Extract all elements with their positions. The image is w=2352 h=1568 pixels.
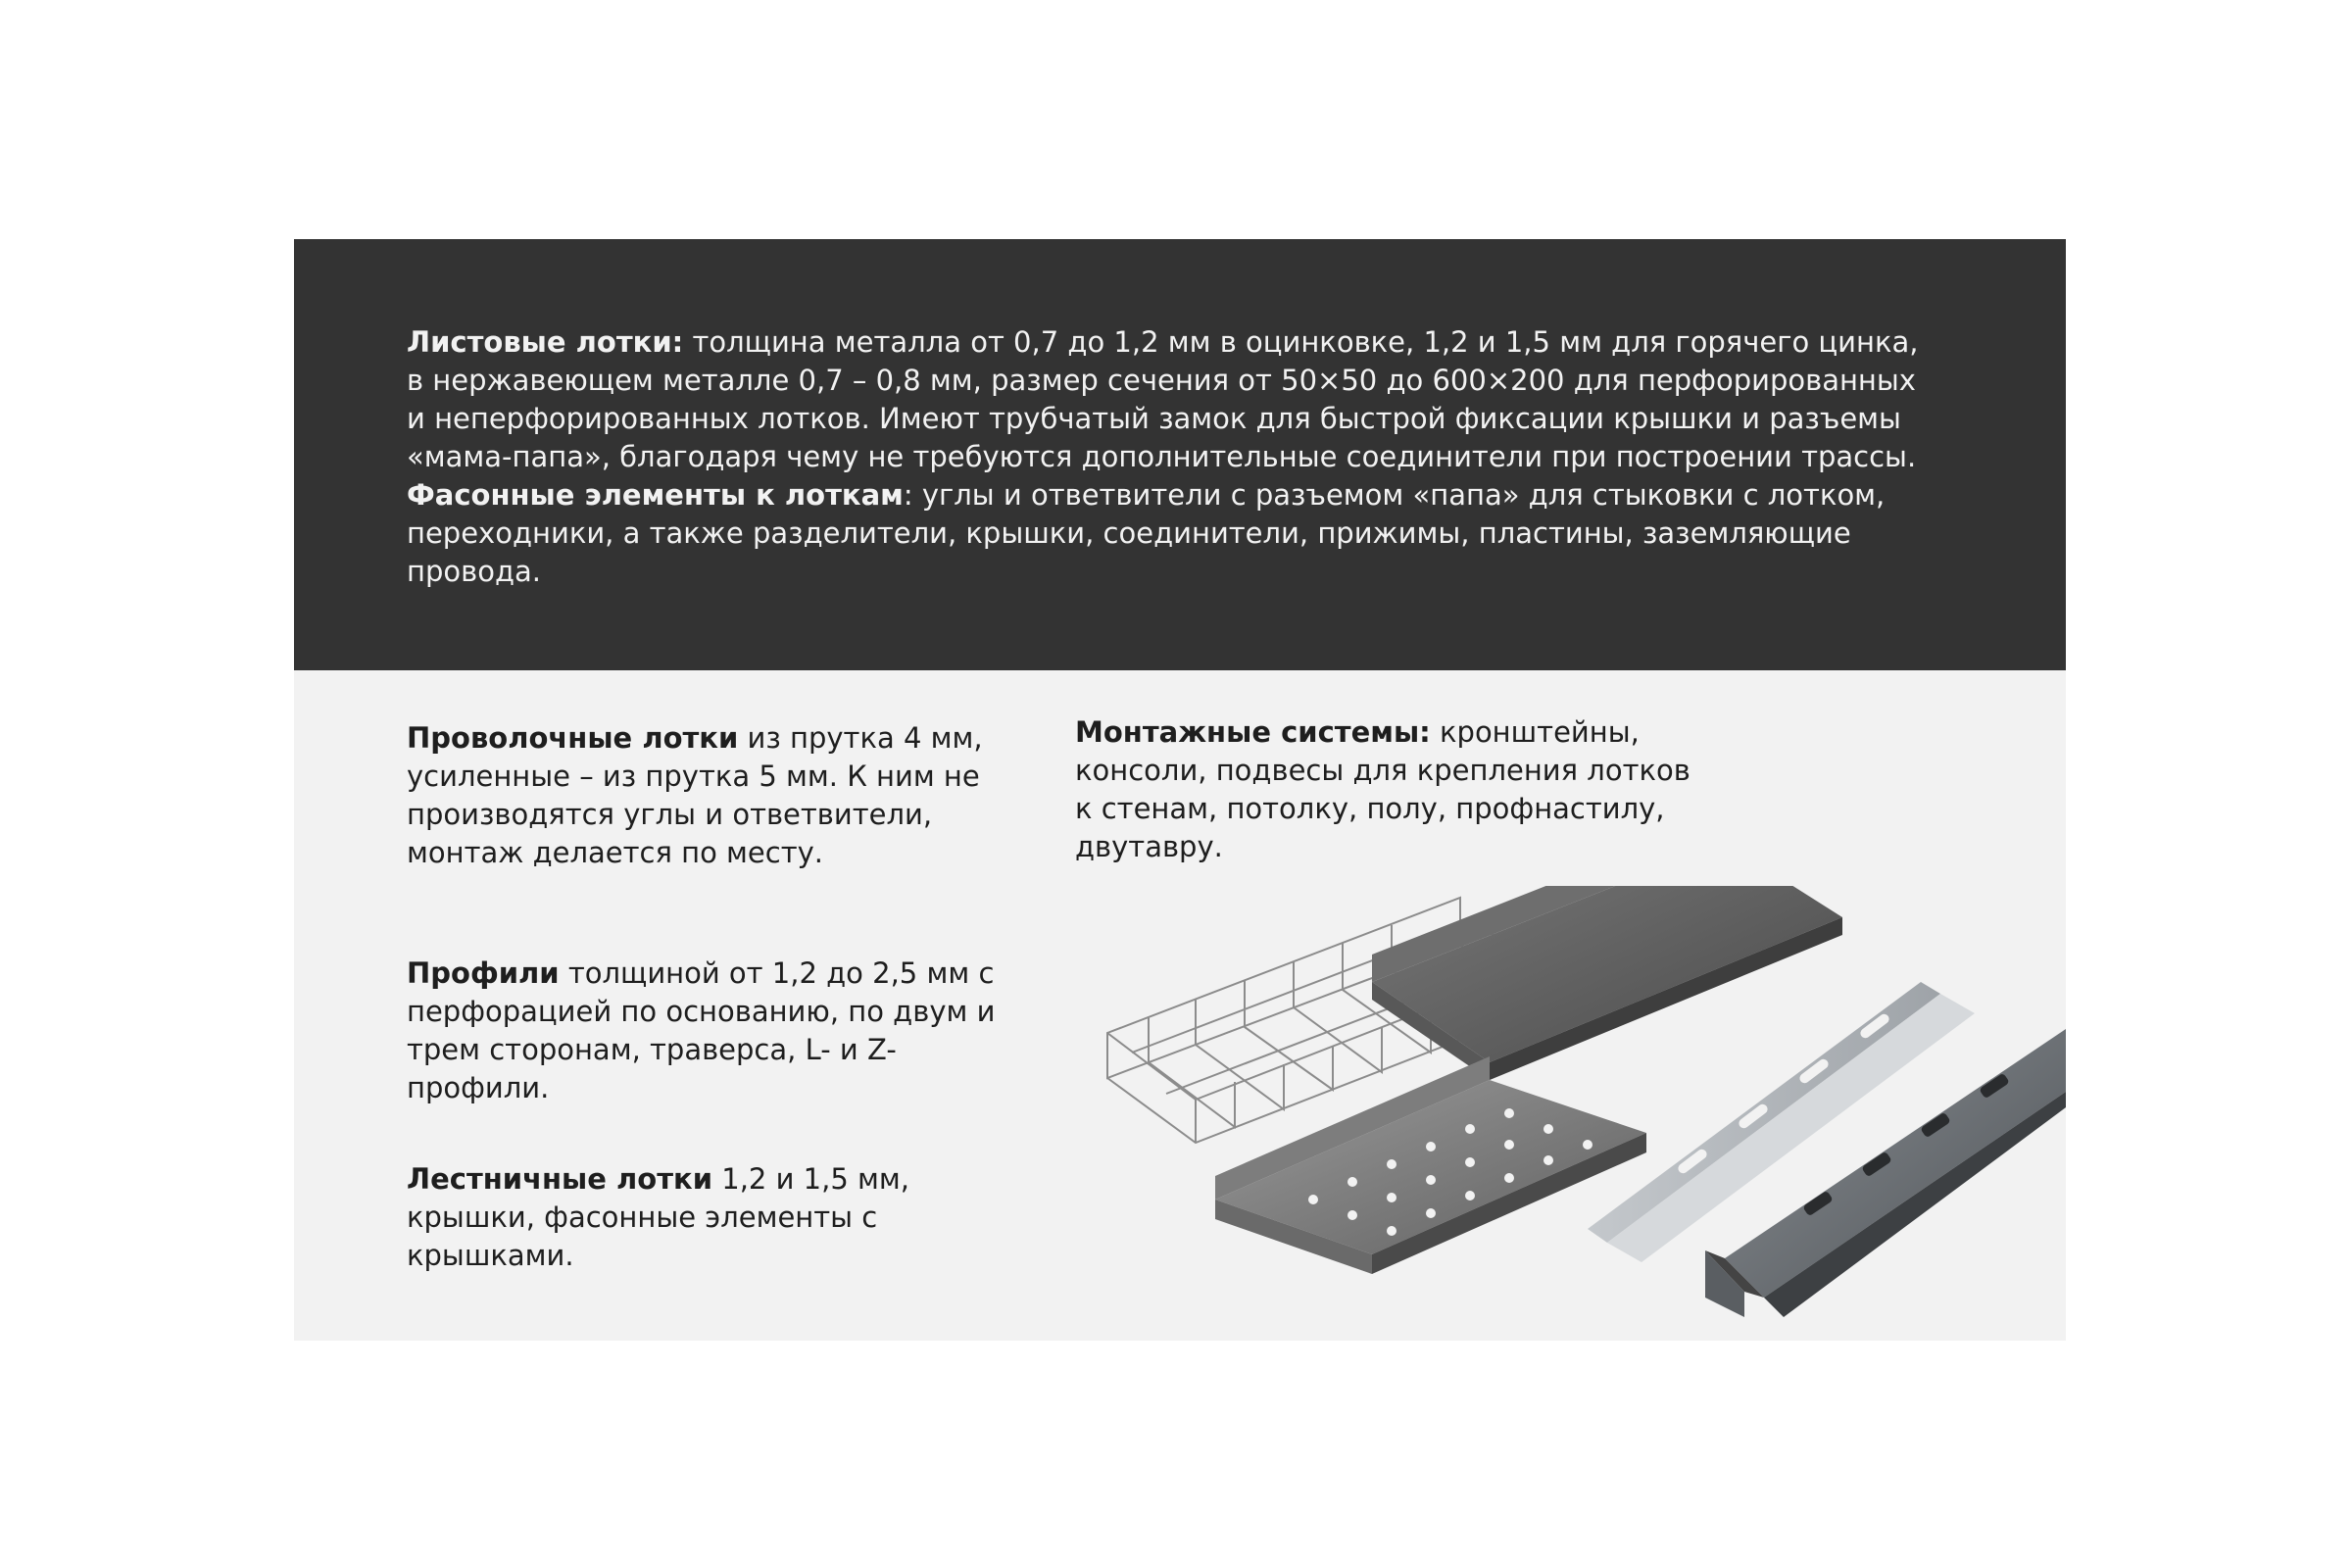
wire-trays-text: из прутка 4 мм, усиленные – из прутка 5 мм. К ним не производятся углы и ответвители, монтаж делается по месту. (407, 721, 983, 869)
sheet-trays-title: Листовые лотки: (407, 325, 684, 359)
slotted-profile-image (1588, 982, 1975, 1262)
shaped-elements-text: : углы и ответвители с разъемом «папа» для стыковки с лотком, переходники, а также разделители, крышки, соединители, прижимы, пластины, заземляющие провода. (407, 478, 1886, 588)
cable-trays-illustration (1078, 886, 2066, 1341)
sheet-trays-description (407, 323, 1936, 591)
profiles-block (407, 955, 1034, 1107)
ladder-trays-block (407, 1160, 1034, 1275)
sheet-trays-section (294, 239, 2066, 670)
products-section (294, 670, 2066, 1341)
profiles-title: Профили (407, 956, 560, 990)
wire-trays-title: Проволочные лотки (407, 721, 739, 755)
ladder-trays-text: 1,2 и 1,5 мм, крышки, фасонные элементы с крышками. (407, 1162, 909, 1272)
shaped-elements-title: Фасонные элементы к лоткам (407, 478, 904, 512)
sheet-tray-image (1372, 886, 1842, 1080)
wire-trays-block (407, 719, 1034, 872)
perforated-tray-image (1215, 1056, 1646, 1274)
ladder-trays-title: Лестничные лотки (407, 1162, 713, 1196)
content-card (294, 239, 2066, 1341)
mounting-systems-title: Монтажные системы: (1075, 715, 1431, 749)
sheet-trays-text: толщина металла от 0,7 до 1,2 мм в оцинковке, 1,2 и 1,5 мм для горячего цинка, в нержавеющем металле 0,7 – 0,8 мм, размер сечения от 50×50 до 600×200 для перфорированных и неперфорированных лотков. Имеют трубчатый замок для быстрой фиксации крышки и разъемы «мама-папа», благодаря чему не требуются дополнительные соединители при построении трассы. (407, 325, 1919, 473)
mounting-systems-block (1075, 713, 1702, 866)
profiles-text: толщиной от 1,2 до 2,5 мм с перфорацией по основанию, по двум и трем сторонам, траверса, L- и Z- профили. (407, 956, 996, 1104)
mounting-systems-text: кронштейны, консоли, подвесы для крепления лотков к стенам, потолку, полу, профнастилу, двутавру. (1075, 715, 1690, 863)
